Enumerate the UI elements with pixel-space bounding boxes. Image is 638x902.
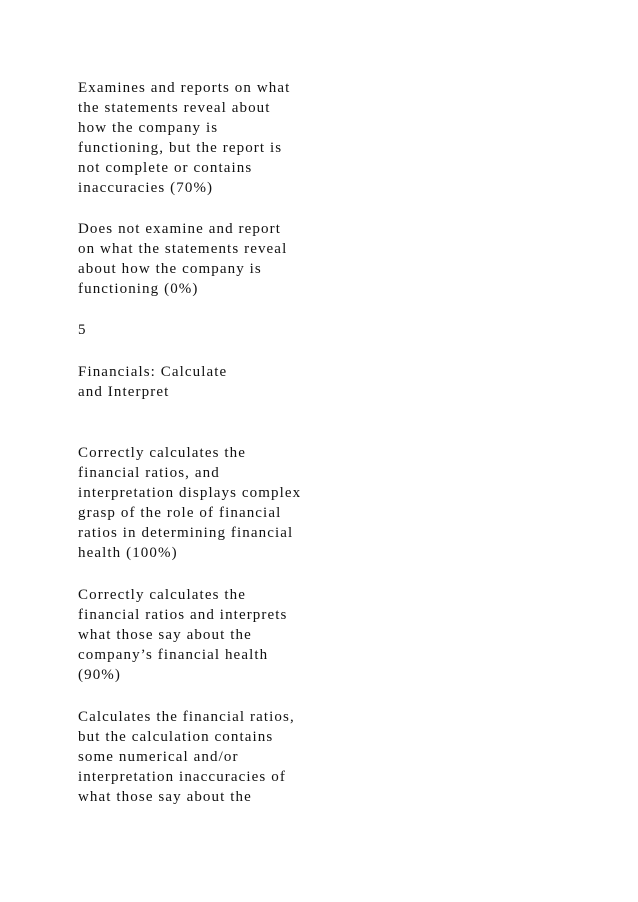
text-line: but the calculation contains	[78, 729, 274, 745]
criterion-title: and Interpret	[78, 384, 170, 400]
text-line: Examines and reports on what	[78, 80, 291, 96]
text-line: company’s financial health	[78, 647, 269, 663]
text-line: health (100%)	[78, 545, 178, 561]
text-line: financial ratios and interprets	[78, 607, 288, 623]
text-line: (90%)	[78, 667, 121, 683]
text-line: not complete or contains	[78, 160, 253, 176]
text-line: about how the company is	[78, 261, 262, 277]
text-line: some numerical and/or	[78, 749, 239, 765]
text-line: grasp of the role of financial	[78, 505, 282, 521]
text-line: on what the statements reveal	[78, 241, 288, 257]
text-line: functioning, but the report is	[78, 140, 283, 156]
text-line: functioning (0%)	[78, 281, 199, 297]
text-line: inaccuracies (70%)	[78, 180, 214, 196]
text-line: Does not examine and report	[78, 221, 281, 237]
row-number: 5	[78, 322, 87, 338]
text-line: financial ratios, and	[78, 465, 220, 481]
text-line: interpretation inaccuracies of	[78, 769, 286, 785]
text-line: what those say about the	[78, 789, 252, 805]
text-line: what those say about the	[78, 627, 252, 643]
text-line: Correctly calculates the	[78, 445, 246, 461]
text-line: the statements reveal about	[78, 100, 271, 116]
text-line: interpretation displays complex	[78, 485, 302, 501]
criterion-title: Financials: Calculate	[78, 364, 228, 380]
text-line: Correctly calculates the	[78, 587, 246, 603]
text-line: Calculates the financial ratios,	[78, 709, 295, 725]
text-line: how the company is	[78, 120, 219, 136]
text-line: ratios in determining financial	[78, 525, 294, 541]
